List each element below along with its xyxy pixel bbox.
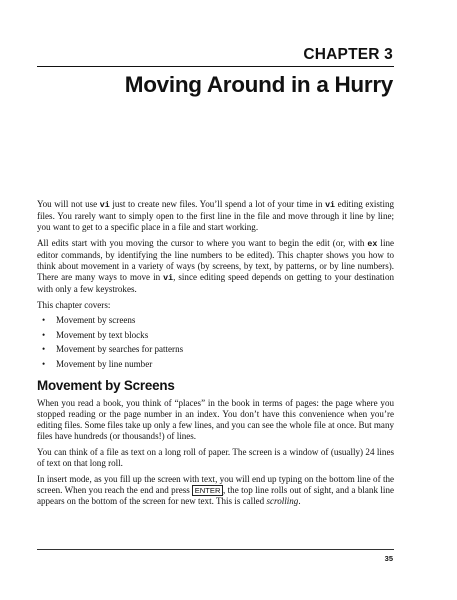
list-item: • Movement by screens [42, 315, 136, 326]
section-paragraph-2: You can think of a file as text on a long roll of paper. The screen is a window of (usually) 24 lines of text on that long roll. [37, 446, 394, 469]
bullet-icon: • [42, 315, 46, 326]
title-rule [37, 66, 394, 67]
footer-rule [37, 549, 394, 550]
covers-intro: This chapter covers: [37, 299, 111, 310]
intro-paragraph-1: You will not use vi just to create new files. You’ll spend a lot of your time in vi editing existing files. You rarely want to simply open to the first line in the file and move through it line by line; you want to get to a specific place in a file and start working. [37, 199, 395, 233]
page-number: 35 [384, 554, 393, 563]
list-item: • Movement by searches for patterns [42, 344, 184, 355]
vi-command: vi [325, 201, 336, 210]
section-paragraph-3: In insert mode, as you fill up the screen with text, you will end up typing on the bottom line of the screen. When you reach the end and press ENTER , the top line rolls out of sight, and a blank line appears on the bottom of the screen for new text. This is called scrolling. [37, 473, 394, 506]
covers-list [37, 315, 394, 370]
vi-command: vi [99, 201, 110, 210]
list-item: • Movement by line number [42, 358, 153, 369]
section-heading: Movement by Screens [37, 378, 175, 394]
section-paragraph-1: When you read a book, you think of “places” in the book in terms of pages: the page where you stopped reading or the page number in an index. You don’t have this convenience when you’re editing files. Some files take up only a few lines, and you can see the whole file at once. But many files have hundreds (or thousands!) of lines. [37, 398, 394, 442]
chapter-title: Moving Around in a Hurry [124, 72, 393, 97]
enter-key: ENTER [192, 485, 223, 496]
bullet-icon: • [42, 329, 46, 340]
bullet-icon: • [42, 358, 46, 369]
vi-command: vi [163, 274, 174, 284]
term-scrolling: scrolling [266, 495, 299, 506]
intro-paragraph-2: All edits start with you moving the cursor to where you want to begin the edit (or, with ex line editor commands, by identifying the line numbers to be edited). This chapter shows you how to think about movement in a variety of ways (by screens, by text, by patterns, or by line numbers). There are many ways to move in vi, since editing speed depends on getting to your destination with only a few keystrokes. [37, 237, 394, 295]
bullet-icon: • [42, 344, 46, 355]
page-body [37, 199, 394, 511]
list-item: • Movement by text blocks [42, 329, 149, 340]
chapter-label: CHAPTER 3 [303, 46, 393, 63]
ex-command: ex [367, 239, 378, 249]
